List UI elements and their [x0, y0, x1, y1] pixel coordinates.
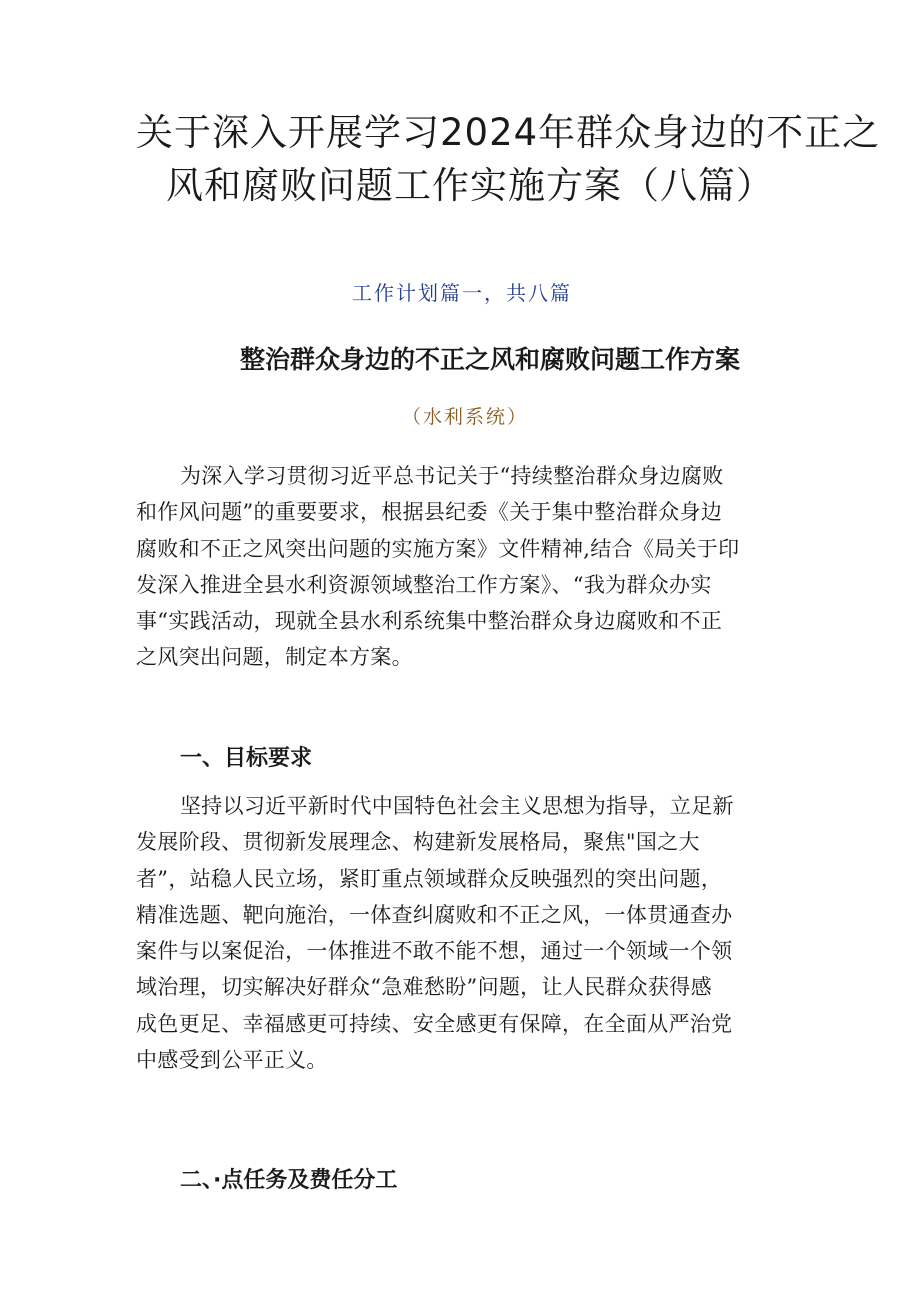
paragraph-line: 案件与以案促治，一体推进不敢不能不想，通过一个领域一个领: [136, 939, 733, 964]
paragraph-line: 之风突出问题，制定本方案。: [136, 645, 413, 670]
paragraph-line: 成色更足、幸福感更可持续、安全感更有保障，在全面从严治党: [136, 1011, 733, 1036]
paragraph-line: 中感受到公平正义。: [136, 1048, 328, 1073]
goals-paragraph: [136, 788, 790, 1078]
paragraph-line: 发深入推进全县水利资源领域整治工作方案》、“我为群众办实: [136, 572, 712, 597]
paragraph-line: 精准选题、靶向施治，一体查纠腐败和不正之风，一体贯通查办: [136, 902, 733, 927]
document-title-line-1: 关于深入开展学习2024年群众身边的不正之: [136, 111, 881, 154]
paragraph-line: 坚持以习近平新时代中国特色社会主义思想为指导，立足新: [180, 794, 734, 818]
paragraph-line: 和作风问题”的重要要求，根据县纪委《关于集中整治群众身边: [136, 500, 723, 525]
paragraph-line: 为深入学习贯彻习近平总书记关于“持续整治群众身边腐败: [180, 464, 724, 488]
paragraph-line: 发展阶段、贯彻新发展理念、构建新发展格局，聚焦"国之大: [136, 830, 700, 855]
plan-title: 整治群众身边的不正之风和腐败问题工作方案: [240, 345, 741, 374]
intro-paragraph: [136, 458, 790, 676]
document-subtitle: 工作计划篇一，共八篇: [352, 281, 572, 305]
paragraph-line: 域治理，切实解决好群众“急难愁盼”问题，让人民群众获得感: [136, 975, 712, 1000]
paragraph-line: 腐败和不正之风突出问题的实施方案》文件精神,结合《局关于印: [136, 536, 740, 561]
document-title-line-2: 风和腐败问题工作实施方案（八篇）: [166, 164, 774, 207]
plan-subtitle: （水利系统）: [401, 406, 528, 428]
paragraph-line: 者”，站稳人民立场，紧盯重点领域群众反映强烈的突出问题，: [136, 866, 723, 891]
paragraph-line: 事“实践活动，现就全县水利系统集中整治群众身边腐败和不正: [136, 609, 723, 634]
section-heading-tasks: 二、·点任务及费任分工: [180, 1168, 398, 1193]
section-heading-goals: 一、目标要求: [180, 746, 313, 771]
document-title: [136, 106, 881, 212]
